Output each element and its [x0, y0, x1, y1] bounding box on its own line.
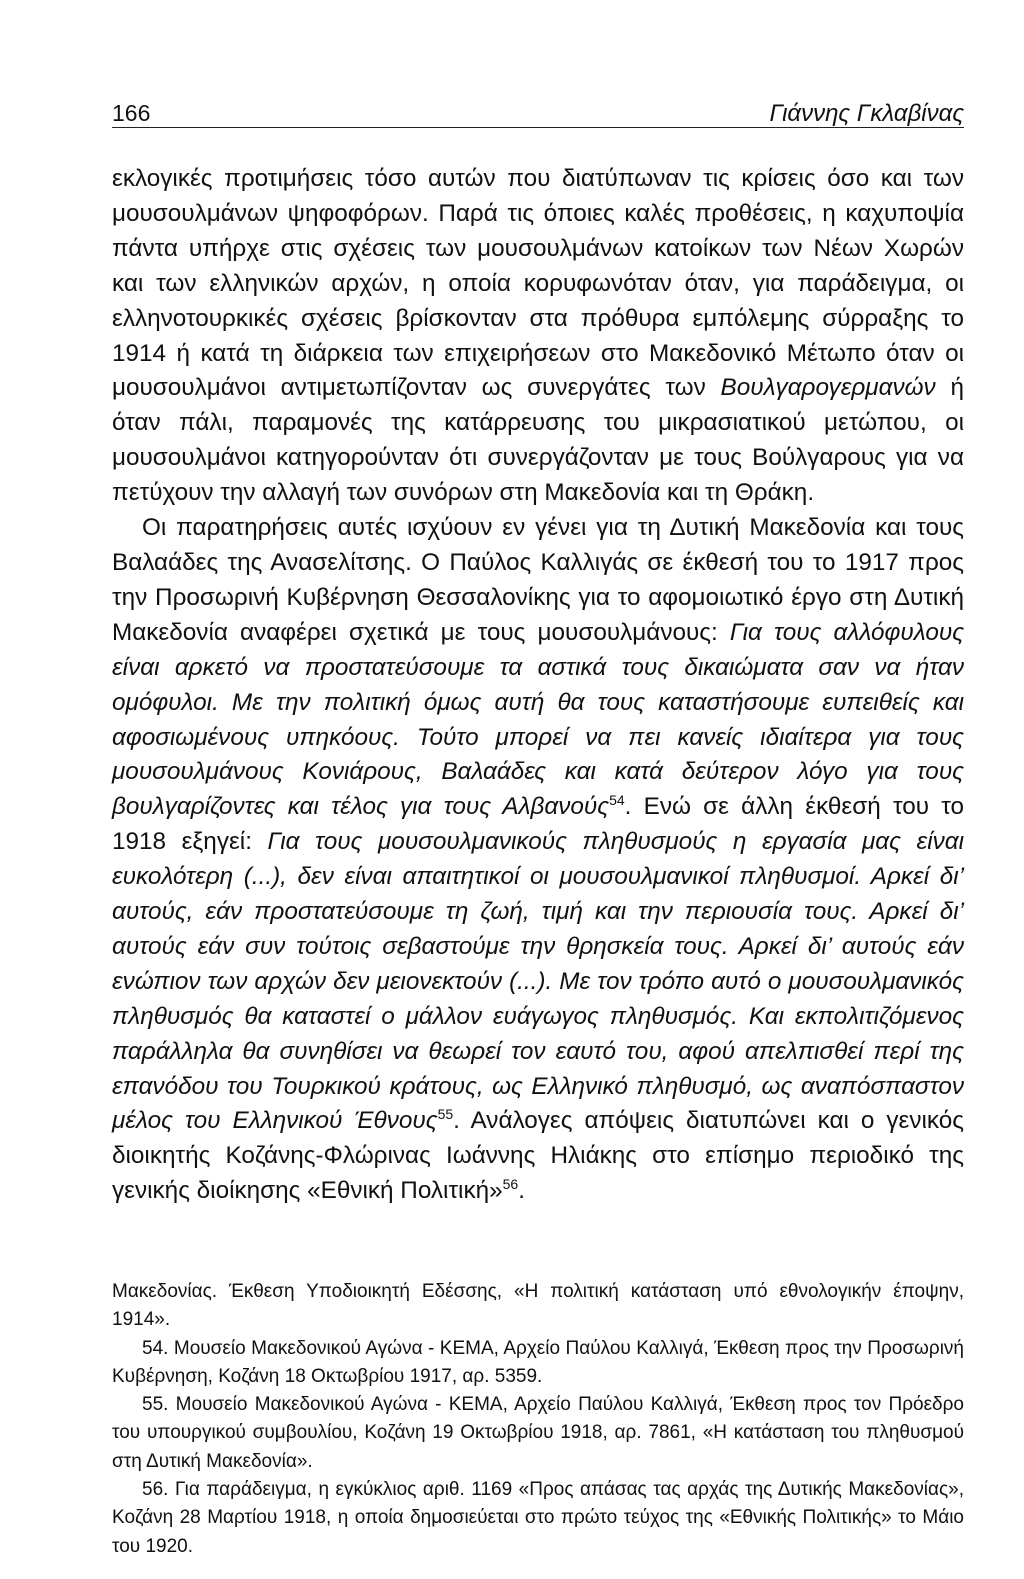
- footnote-ref-54: 54: [609, 792, 625, 809]
- page-number: 166: [112, 100, 151, 126]
- footnote-ref-56: 56: [502, 1176, 519, 1193]
- running-head-author: Γιάννης Γκλαβίνας: [769, 100, 964, 127]
- paragraph-2-text-4: .: [518, 1177, 525, 1205]
- footnotes: [112, 1278, 964, 1561]
- paragraph-2-text-3: . Ανάλογες απόψεις διατυπώνει και ο γενικός διοικητής Κοζάνης-Φλώρινας Ιωάννης Ηλιάκης στο επίσημο περιοδικό της γενικής διοίκησης «Εθνική Πολιτική»: [112, 1107, 964, 1205]
- paragraph-1-text-1: εκλογικές προτιμήσεις τόσο αυτών που διατύπωναν τις κρίσεις όσο και των μουσουλμάνων ψηφοφόρων. Παρά τις όποιες καλές προθέσεις, η καχυποψία πάντα υπήρχε στις σχέσεις των μουσουλμάνων κατοίκων των Νέων Χωρών και των ελληνικών αρχών, η οποία κορυφωνόταν όταν, για παράδειγμα, οι ελληνοτουρκικές σχέσεις βρίσκονταν στα πρόθυρα εμπόλεμης σύρραξης το 1914 ή κατά τη διάρκεια των επιχειρήσεων στο Μακεδονικό Μέτωπο όταν οι μουσουλμάνοι αντιμετωπίζονταν ως συνεργάτες των: [112, 165, 964, 402]
- footnote-54: 54. Μουσείο Μακεδονικού Αγώνα - ΚΕΜΑ, Αρχείο Παύλου Καλλιγά, Έκθεση προς την Προσωρινή Κυβέρνηση, Κοζάνη 18 Οκτωβρίου 1917, αρ. 5359.: [112, 1337, 964, 1387]
- paragraph-2: [112, 511, 964, 1209]
- footnote-continuation: Μακεδονίας. Έκθεση Υποδιοικητή Εδέσσης, «Η πολιτική κατάσταση υπό εθνολογικήν έποψην, 1914».: [112, 1281, 964, 1331]
- paragraph-1-italic-1: Βουλγαρογερμανών: [720, 374, 936, 402]
- paragraph-2-text-1: Οι παρατηρήσεις αυτές ισχύουν εν γένει για τη Δυτική Μακεδονία και τους Βαλαάδες της Ανασελίτσης. Ο Παύλος Καλλιγάς σε έκθεσή του το 1917 προς την Προσωρινή Κυβέρνηση Θεσσαλονίκης για το αφομοιωτικό έργο στη Δυτική Μακεδονία αναφέρει σχετικά με τους μουσουλμάνους:: [112, 514, 964, 646]
- page-header: [112, 100, 964, 130]
- quote-kalligas-1917: Για τους αλλόφυλους είναι αρκετό να προστατεύσουμε τα αστικά τους δικαιώματα σαν να ήταν ομόφυλοι. Με την πολιτική όμως αυτή θα τους καταστήσουμε ευπειθείς και αφοσιωμένους υπηκόους. Τούτο μπορεί να πει κανείς ιδιαίτερα για τους μουσουλμάνους Κονιάρους, Βαλαάδες και κατά δεύτερον λόγο για τους βουλγαρίζοντες και τέλος για τους Αλβανούς: [112, 618, 965, 821]
- quote-kalligas-1918: Για τους μουσουλμανικούς πληθυσμούς η εργασία μας είναι ευκολότερη (...), δεν είναι απαιτητικοί οι μουσουλμανικοί πληθυσμοί. Αρκεί δι’ αυτούς, εάν προστατεύσουμε τη ζωή, τιμή και την περιουσία τους. Αρκεί δι’ αυτούς εάν συν τούτοις σεβαστούμε την θρησκεία τους. Αρκεί δι’ αυτούς εάν ενώπιον των αρχών δεν μειονεκτούν (...). Με τον τρόπο αυτό ο μουσουλμανικός πληθυσμός θα καταστεί ο μάλλον ευάγωγος πληθυσμός. Και εκπολιτιζόμενος παράλληλα θα συνηθίσει να θεωρεί τον εαυτό του, αφού απελπισθεί περί της επανόδου του Τουρκικού κράτους, ως Ελληνικό πληθυσμό, ως αναπόσπαστον μέλος του Ελληνικού Έθνους: [112, 828, 964, 1135]
- footnote-55: 55. Μουσείο Μακεδονικού Αγώνα - ΚΕΜΑ, Αρχείο Παύλου Καλλιγά, Έκθεση προς τον Πρόεδρο του υπουργικού συμβουλίου, Κοζάνη 19 Οκτωβρίου 1918, αρ. 7861, «Η κατάσταση του πληθυσμού στη Δυτική Μακεδονία».: [112, 1394, 964, 1472]
- footnote-56: 56. Για παράδειγμα, η εγκύκλιος αριθ. 1169 «Προς απάσας τας αρχάς της Δυτικής Μακεδονίας», Κοζάνη 28 Μαρτίου 1918, η οποία δημοσιεύεται στο πρώτο τεύχος της «Εθνικής Πολιτικής» το Μάιο του 1920.: [112, 1479, 964, 1557]
- paragraph-1-text-2: ή όταν πάλι, παραμονές της κατάρρευσης του μικρασιατικού μετώπου, οι μουσουλμάνοι κατηγορούνταν ότι συνεργάζονταν με τους Βούλγαρους για να πετύχουν την αλλαγή των συνόρων στη Μακεδονία και τη Θράκη.: [112, 374, 964, 507]
- paragraph-2-text-2: . Ενώ σε άλλη έκθεσή του το 1918 εξηγεί:: [112, 793, 964, 856]
- paragraph-1: [112, 162, 964, 511]
- header-rule: [112, 127, 964, 128]
- body-text: [112, 162, 964, 1209]
- footnote-ref-55: 55: [437, 1106, 454, 1123]
